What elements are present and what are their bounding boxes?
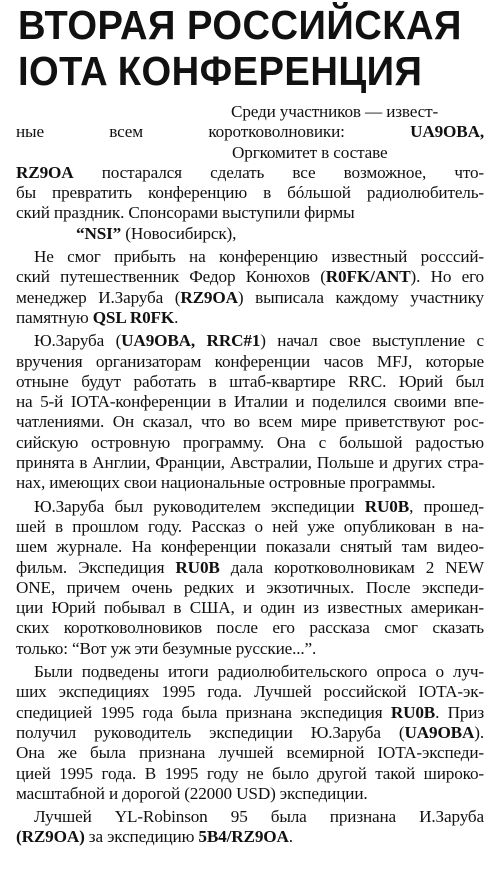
text-line: получил руководитель экспедиции Ю.Заруба (UA9OBA). (16, 722, 484, 742)
text-line: “NSI” (Новосибирск), (76, 223, 237, 243)
text-line: принята в Англии, Франции, Австралии, Польше и других стра- (16, 453, 484, 473)
text-line: ONE, причем очень редких и экзотичных. После экспеди- (16, 577, 484, 597)
text-line: Среди участников — извест- (231, 102, 439, 121)
text-line: ции Юрий побывал в США, и один из известных американ- (16, 598, 484, 618)
text-line: Не смог прибыть на конференцию известный росссий- (34, 247, 484, 267)
text-line: сийскую островную программу. Она с большой радостью (16, 432, 484, 452)
text-line: менеджер И.Заруба (RZ9OA) выписала каждому участнику (16, 287, 484, 307)
paragraph-participants (16, 102, 484, 244)
text-line: только: “Вот уж эти безумные русские...”. (16, 638, 317, 658)
text-line: Ю.Заруба (UA9OBA, RRC#1) начал свое выступление с (34, 331, 484, 351)
paragraph-survey (16, 662, 484, 804)
title-line-2: IOTA КОНФЕРЕНЦИЯ (18, 48, 423, 94)
text-line: цией 1995 года. В 1995 году не было другой такой широко- (16, 763, 484, 783)
text-line: Лучшей YL-Robinson 95 была признана И.Заруба (34, 807, 484, 827)
text-line: спедицией 1995 года была признана экспедиция RU0B. Приз (16, 702, 484, 722)
paragraph-yl-robinson (16, 807, 484, 848)
text-line: Оргкомитет в составе (232, 142, 388, 162)
article-title (18, 2, 462, 94)
text-line: нах, имеющих свои национальные островные программы. (16, 473, 436, 493)
text-line: фильм. Экспедиция RU0B дала коротковолновикам 2 NEW (16, 557, 484, 577)
paragraph-expedition (16, 497, 484, 659)
text-line: (RZ9OA) за экспедицию 5B4/RZ9OA. (16, 827, 293, 847)
text-line: ский праздник. Спонсорами выступили фирмы (16, 203, 355, 223)
text-line: масштабной и дорогой (22000 USD) экспедиции. (16, 783, 368, 803)
text-line: Были подведены итоги радиолюбительского опроса о луч- (34, 662, 484, 682)
text-line: ский путешественник Федор Конюхов (R0FK/ANT). Но его (16, 267, 484, 287)
text-line: Она же была признана лучшей всемирной IOTA-экспеди- (16, 743, 484, 763)
text-line: отныне будут работать в штаб-квартире RRC. Юрий был (16, 371, 484, 391)
text-line: памятную QSL R0FK. (16, 307, 179, 327)
text-line: RZ9OA постарался сделать все возможное, что- (16, 162, 484, 182)
text-line: вручения организаторам конференции часов MFJ, которые (16, 351, 484, 371)
text-line: ших экспедициях 1995 года. Лучшей российской IOTA-эк- (16, 682, 484, 702)
text-line: шей в прошлом году. Рассказ о ней уже опубликован в на- (16, 516, 484, 536)
text-line: бы превратить конференцию в бóльшой радиолюбитель- (16, 183, 484, 203)
paragraph-speech (16, 331, 484, 493)
text-line: Ю.Заруба был руководителем экспедиции RU0B, прошед- (34, 496, 484, 516)
paragraph-konyukhov (16, 247, 484, 328)
text-line: чатлениями. Он сказал, что во всем мире приветствуют рос- (16, 412, 484, 432)
text-line: на 5-й IOTA-конференции в Италии и поделился своими впе- (16, 392, 484, 412)
title-line-1: ВТОРАЯ РОССИЙСКАЯ (18, 2, 462, 48)
text-line: ских коротковолновиков после его рассказа смог сказать (16, 618, 484, 638)
text-line: шем журнале. На конференции показали снятый там видео- (16, 537, 484, 557)
text-line: ные всем коротковолновики: UA9OBA, (16, 122, 484, 142)
